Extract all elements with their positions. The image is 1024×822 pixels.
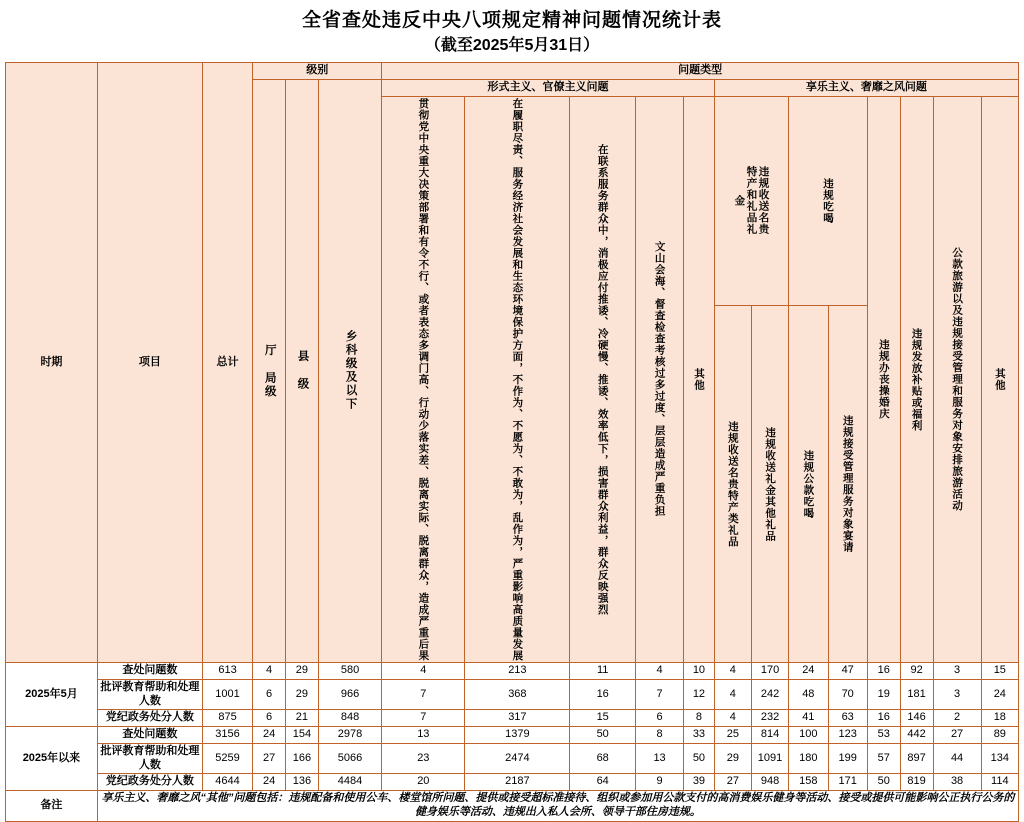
cell: 38: [933, 774, 981, 791]
header-level-ting: 厅 局级: [253, 79, 286, 662]
header-hedonism-gift-money: 违规收送礼金其他礼品: [751, 306, 788, 663]
cell: 136: [286, 774, 319, 791]
cell: 6: [636, 710, 684, 727]
cell: 1379: [465, 727, 570, 744]
cell: 158: [789, 774, 828, 791]
cell: 27: [933, 727, 981, 744]
cell: 6: [253, 710, 286, 727]
cell: 114: [981, 774, 1018, 791]
cell: 3156: [202, 727, 252, 744]
cell: 123: [828, 727, 867, 744]
header-hedonism-public-dining: 违规公款吃喝: [789, 306, 828, 663]
cell: 4: [714, 663, 751, 680]
cell: 64: [570, 774, 636, 791]
header-group-formalism: 形式主义、官僚主义问题: [382, 79, 715, 96]
cell: 171: [828, 774, 867, 791]
cell: 16: [570, 679, 636, 710]
cell: 24: [981, 679, 1018, 710]
cell: 39: [684, 774, 715, 791]
cell: 4: [382, 663, 465, 680]
period-label-ytd: 2025年以来: [6, 727, 98, 791]
note-row: [6, 791, 1019, 822]
cell: 7: [382, 679, 465, 710]
cell: 50: [570, 727, 636, 744]
table-row: [6, 710, 1019, 727]
statistics-table: [5, 62, 1019, 822]
header-hedonism-other: 其他: [981, 96, 1018, 663]
header-formalism-col-2: 在履职尽责、服务经济社会发展和生态环境保护方面，不作为、不愿为、不敢为，乱作为，严重影响高质量发展: [465, 96, 570, 663]
cell: 18: [981, 710, 1018, 727]
table-row: [6, 663, 1019, 680]
note-label: 备注: [6, 791, 98, 822]
table-row: [6, 774, 1019, 791]
cell: 16: [867, 663, 900, 680]
header-hedonism-dining: 违规吃喝: [789, 96, 868, 306]
cell: 50: [684, 743, 715, 774]
cell: 44: [933, 743, 981, 774]
cell: 2978: [318, 727, 381, 744]
cell: 20: [382, 774, 465, 791]
cell: 70: [828, 679, 867, 710]
cell: 11: [570, 663, 636, 680]
header-hedonism-gifts: 违规收送名贵特产和礼品礼金: [714, 96, 788, 306]
cell: 21: [286, 710, 319, 727]
table-row: [6, 743, 1019, 774]
cell: 23: [382, 743, 465, 774]
cell: 4: [636, 663, 684, 680]
cell: 4484: [318, 774, 381, 791]
header-total: 总计: [202, 63, 252, 663]
cell: 25: [714, 727, 751, 744]
cell: 89: [981, 727, 1018, 744]
note-text: 享乐主义、奢靡之风“其他”问题包括：违规配备和使用公车、楼堂馆所问题、提供或接受超标准接待、组织或参加用公款支付的高消费娱乐健身等活动、接受或提供可能影响公正执行公务的健身娱乐等活动、违规出入私人会所、领导干部住房违规。: [97, 791, 1018, 822]
cell: 875: [202, 710, 252, 727]
cell: 154: [286, 727, 319, 744]
cell: 1001: [202, 679, 252, 710]
cell: 12: [684, 679, 715, 710]
header-period: 时期: [6, 63, 98, 663]
cell: 580: [318, 663, 381, 680]
cell: 29: [714, 743, 751, 774]
cell: 4: [714, 679, 751, 710]
header-hedonism-gift-specialty: 违规收送名贵特产类礼品: [714, 306, 751, 663]
header-row-1: [6, 63, 1019, 80]
cell: 8: [636, 727, 684, 744]
cell: 4: [714, 710, 751, 727]
cell: 199: [828, 743, 867, 774]
header-level-xian: 县 级: [286, 79, 319, 662]
header-formalism-col-1: 贯彻党中央重大决策部署和有令不行、或者表态多调门高、行动少落实差、脱离实际、脱离群众，造成严重后果: [382, 96, 465, 663]
cell: 613: [202, 663, 252, 680]
cell: 100: [789, 727, 828, 744]
cell: 48: [789, 679, 828, 710]
cell: 5259: [202, 743, 252, 774]
cell: 6: [253, 679, 286, 710]
table-row: [6, 727, 1019, 744]
cell: 9: [636, 774, 684, 791]
item-label: 查处问题数: [97, 663, 202, 680]
header-formalism-col-other: 其他: [684, 96, 715, 663]
cell: 2474: [465, 743, 570, 774]
cell: 24: [253, 727, 286, 744]
cell: 2: [933, 710, 981, 727]
header-level-xiangke: 乡科级及以下: [318, 79, 381, 662]
cell: 5066: [318, 743, 381, 774]
cell: 180: [789, 743, 828, 774]
cell: 814: [751, 727, 788, 744]
item-label: 批评教育帮助和处理人数: [97, 679, 202, 710]
cell: 33: [684, 727, 715, 744]
cell: 848: [318, 710, 381, 727]
table-row: [6, 679, 1019, 710]
cell: 170: [751, 663, 788, 680]
cell: 27: [253, 743, 286, 774]
header-formalism-col-3: 在联系服务群众中，消极应付推诿、冷硬慢、推诿、效率低下，损害群众利益，群众反映强烈: [570, 96, 636, 663]
cell: 3: [933, 663, 981, 680]
header-item: 项目: [97, 63, 202, 663]
cell: 242: [751, 679, 788, 710]
cell: 47: [828, 663, 867, 680]
header-formalism-col-4: 文山会海、督查检查考核过多过度、层层造成严重负担: [636, 96, 684, 663]
cell: 13: [636, 743, 684, 774]
cell: 232: [751, 710, 788, 727]
header-hedonism-travel: 公款旅游以及违规接受管理和服务对象安排旅游活动: [933, 96, 981, 663]
cell: 68: [570, 743, 636, 774]
cell: 819: [900, 774, 933, 791]
cell: 2187: [465, 774, 570, 791]
cell: 213: [465, 663, 570, 680]
cell: 166: [286, 743, 319, 774]
cell: 134: [981, 743, 1018, 774]
cell: 10: [684, 663, 715, 680]
cell: 181: [900, 679, 933, 710]
cell: 41: [789, 710, 828, 727]
cell: 29: [286, 679, 319, 710]
cell: 1091: [751, 743, 788, 774]
cell: 53: [867, 727, 900, 744]
cell: 19: [867, 679, 900, 710]
cell: 92: [900, 663, 933, 680]
cell: 3: [933, 679, 981, 710]
page-title: 全省查处违反中央八项规定精神问题情况统计表: [301, 10, 722, 31]
cell: 15: [570, 710, 636, 727]
cell: 4: [253, 663, 286, 680]
header-hedonism-weddings: 违规办丧操婚庆: [867, 96, 900, 663]
cell: 7: [636, 679, 684, 710]
item-label: 批评教育帮助和处理人数: [97, 743, 202, 774]
header-hedonism-subsidies: 违规发放补贴或福利: [900, 96, 933, 663]
title-block: [0, 0, 1024, 62]
header-level-group: 级别: [253, 63, 382, 80]
cell: 8: [684, 710, 715, 727]
cell: 63: [828, 710, 867, 727]
cell: 897: [900, 743, 933, 774]
cell: 57: [867, 743, 900, 774]
period-label-may: 2025年5月: [6, 663, 98, 727]
item-label: 查处问题数: [97, 727, 202, 744]
cell: 948: [751, 774, 788, 791]
cell: 13: [382, 727, 465, 744]
item-label: 党纪政务处分人数: [97, 710, 202, 727]
cell: 317: [465, 710, 570, 727]
header-hedonism-banquet: 违规接受管理服务对象宴请: [828, 306, 867, 663]
cell: 24: [789, 663, 828, 680]
header-group-hedonism: 享乐主义、奢靡之风问题: [714, 79, 1018, 96]
cell: 27: [714, 774, 751, 791]
cell: 146: [900, 710, 933, 727]
cell: 29: [286, 663, 319, 680]
cell: 50: [867, 774, 900, 791]
cell: 966: [318, 679, 381, 710]
cell: 16: [867, 710, 900, 727]
header-problem-type: 问题类型: [382, 63, 1019, 80]
cell: 368: [465, 679, 570, 710]
cell: 24: [253, 774, 286, 791]
page-subtitle: （截至2025年5月31日）: [424, 37, 600, 54]
item-label: 党纪政务处分人数: [97, 774, 202, 791]
cell: 15: [981, 663, 1018, 680]
cell: 4644: [202, 774, 252, 791]
cell: 442: [900, 727, 933, 744]
cell: 7: [382, 710, 465, 727]
